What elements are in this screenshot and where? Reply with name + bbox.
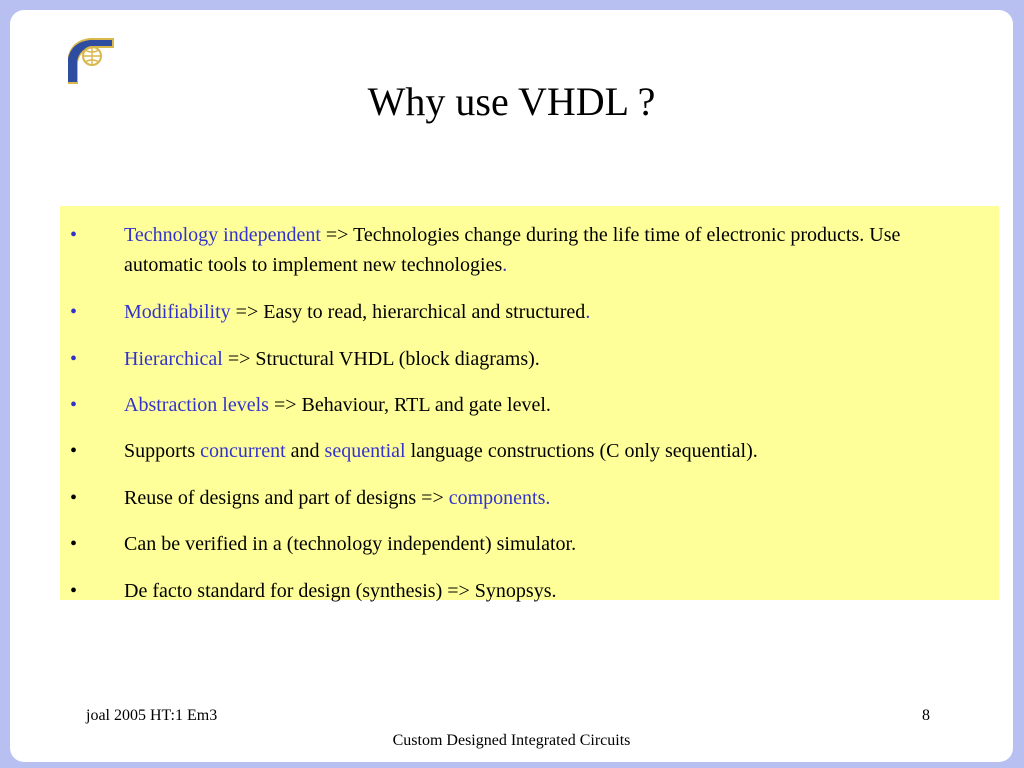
bullet-description: language constructions (C only sequential). bbox=[405, 440, 758, 462]
bullet-keyword: Abstraction levels bbox=[124, 394, 269, 416]
bullet-end-dot: . bbox=[585, 301, 591, 323]
bullet-keyword: Technology independent bbox=[124, 224, 321, 246]
logo-globe-lines bbox=[83, 47, 101, 65]
bullet-description: => Easy to read, hierarchical and structured bbox=[230, 301, 586, 323]
slide-title: Why use VHDL ? bbox=[367, 79, 656, 124]
bullet-keyword: concurrent bbox=[200, 440, 286, 462]
bullet-marker: • bbox=[70, 301, 78, 323]
bullet-keyword: sequential bbox=[324, 440, 406, 462]
bullet-description: => Structural VHDL (block diagrams). bbox=[222, 348, 540, 370]
bullet-description: Supports bbox=[124, 440, 201, 462]
bullet-text bbox=[124, 297, 984, 327]
bullet-marker: • bbox=[70, 533, 78, 555]
bullet-marker: • bbox=[70, 224, 78, 246]
bullet-description: and bbox=[285, 440, 325, 462]
bullet-marker: • bbox=[70, 348, 78, 370]
bullet-keyword: components. bbox=[448, 487, 551, 509]
bullet-box bbox=[60, 206, 999, 600]
bullet-marker: • bbox=[70, 440, 78, 462]
bullet-text bbox=[124, 576, 984, 606]
bullet-marker: • bbox=[70, 394, 78, 416]
bullet-description: De facto standard for design (synthesis) => Synopsys. bbox=[124, 580, 557, 602]
bullet-marker: • bbox=[70, 487, 78, 509]
university-logo-icon bbox=[62, 34, 118, 84]
bullet-text bbox=[124, 344, 984, 374]
bullet-keyword: Modifiability bbox=[124, 301, 231, 323]
bullet-text bbox=[124, 529, 984, 559]
bullet-text bbox=[124, 390, 984, 420]
bullet-text bbox=[124, 436, 984, 466]
footer-course-title: Custom Designed Integrated Circuits bbox=[392, 732, 631, 749]
bullet-marker: • bbox=[70, 580, 78, 602]
footer-author: joal 2005 HT:1 Em3 bbox=[86, 707, 218, 724]
bullet-end-dot: . bbox=[502, 254, 508, 276]
bullet-text bbox=[124, 483, 984, 513]
bullet-description: => Behaviour, RTL and gate level. bbox=[268, 394, 551, 416]
page-number: 8 bbox=[922, 707, 930, 724]
slide bbox=[10, 10, 1013, 762]
bullet-keyword: Hierarchical bbox=[124, 348, 223, 370]
bullet-description: Reuse of designs and part of designs => bbox=[124, 487, 449, 509]
bullet-text bbox=[124, 220, 984, 280]
bullet-description: Can be verified in a (technology independent) simulator. bbox=[124, 533, 577, 555]
bullet-description: => Technologies change during the life time of electronic products. Use automatic tools to implement new technologies bbox=[124, 224, 901, 276]
